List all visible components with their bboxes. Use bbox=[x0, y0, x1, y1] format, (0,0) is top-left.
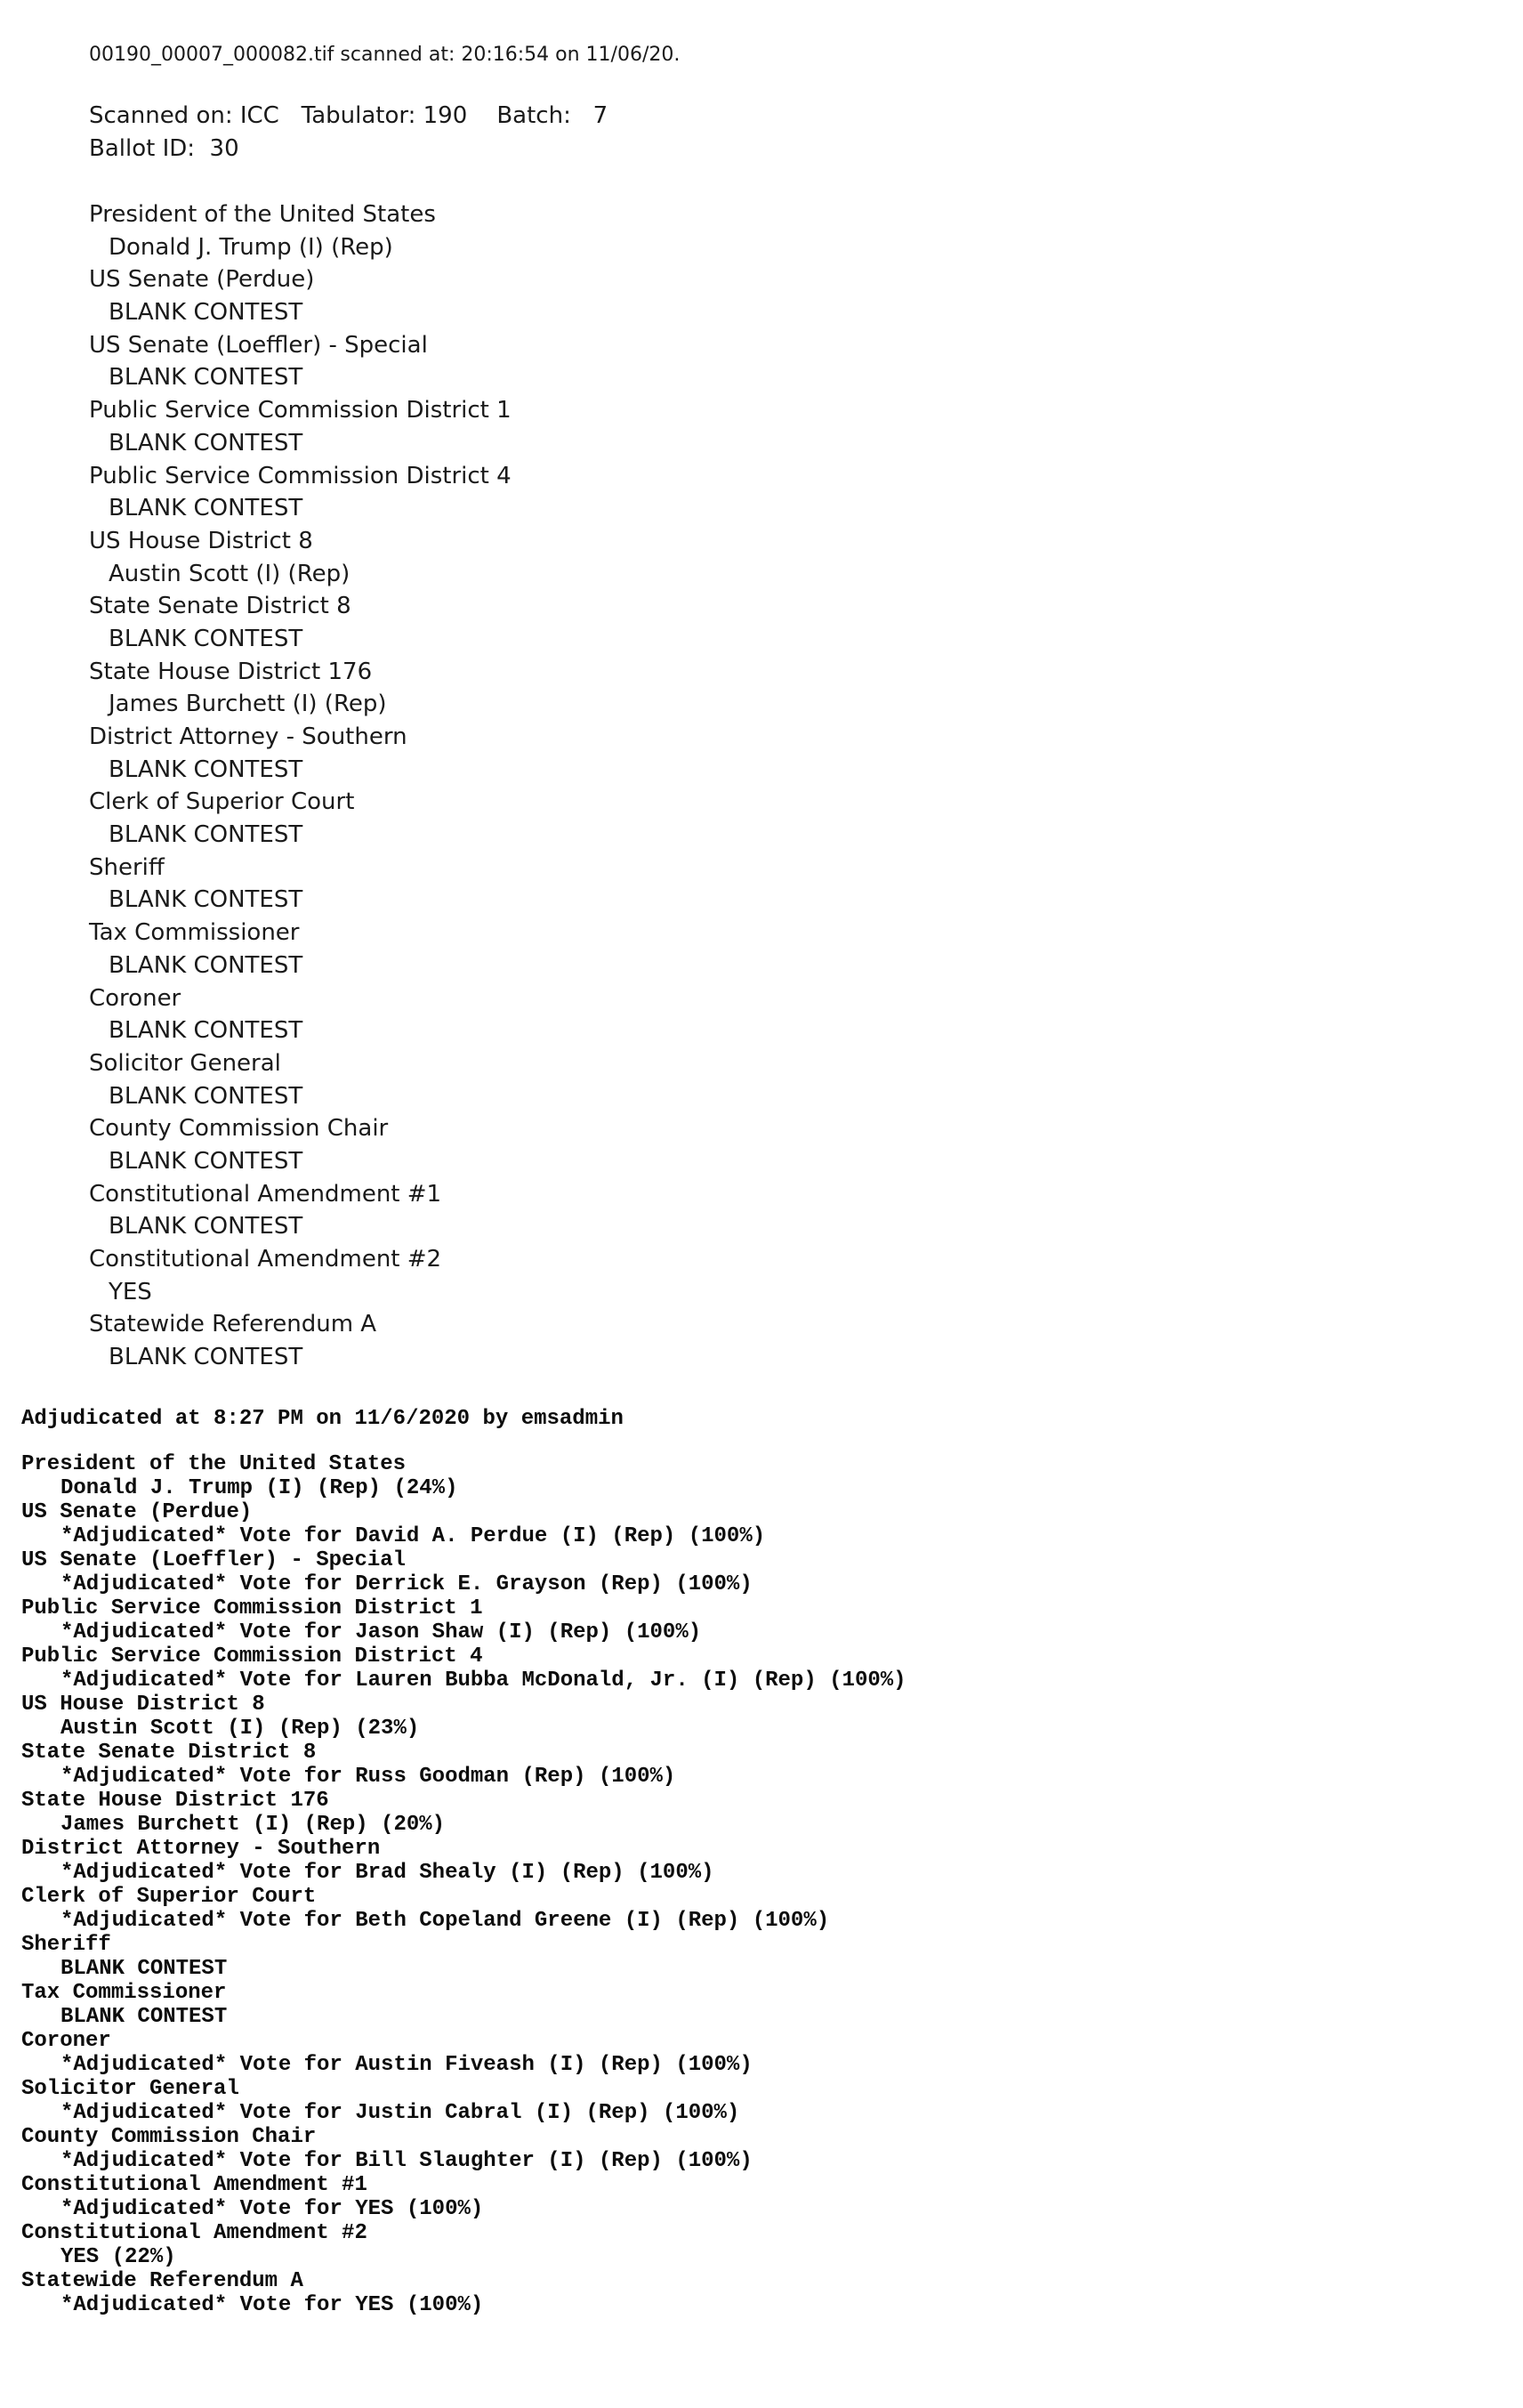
adjudication-contest-title: Public Service Commission District 4 bbox=[21, 1644, 483, 1669]
scan-contest-title: Statewide Referendum A bbox=[89, 1311, 377, 1338]
scan-contest-choice: BLANK CONTEST bbox=[109, 625, 303, 652]
scan-contest-choice: Austin Scott (I) (Rep) bbox=[109, 560, 351, 587]
scan-contest-title: US House District 8 bbox=[89, 527, 313, 554]
adjudication-contest-list bbox=[21, 1452, 1489, 2317]
adjudication-contest-title: Solicitor General bbox=[21, 2077, 239, 2101]
ballot-id-line: Ballot ID: 30 bbox=[89, 135, 239, 162]
scan-contest-title: US Senate (Perdue) bbox=[89, 266, 315, 294]
adjudication-contest-choice: *Adjudicated* Vote for David A. Perdue (I) (Rep) (100%) bbox=[60, 1524, 766, 1548]
scan-contest-choice: BLANK CONTEST bbox=[109, 429, 303, 457]
scan-contest-choice: BLANK CONTEST bbox=[109, 1147, 303, 1175]
scan-contest-title: US Senate (Loeffler) - Special bbox=[89, 331, 428, 359]
adjudication-contest-title: US Senate (Perdue) bbox=[21, 1500, 253, 1524]
scan-contest-choice: BLANK CONTEST bbox=[109, 1344, 303, 1371]
adjudication-contest-choice: *Adjudicated* Vote for Bill Slaughter (I) (Rep) (100%) bbox=[60, 2149, 753, 2173]
adjudication-contest-title: US Senate (Loeffler) - Special bbox=[21, 1548, 407, 1572]
adjudication-contest-choice: *Adjudicated* Vote for YES (100%) bbox=[60, 2197, 484, 2221]
scan-contest-list bbox=[89, 198, 1423, 1374]
scan-contest-title: County Commission Chair bbox=[89, 1115, 389, 1143]
adjudication-contest-choice: *Adjudicated* Vote for Derrick E. Grayson (Rep) (100%) bbox=[60, 1572, 753, 1596]
adjudication-contest-title: District Attorney - Southern bbox=[21, 1837, 381, 1861]
scan-contest-title: Constitutional Amendment #1 bbox=[89, 1180, 442, 1208]
scan-contest-choice: BLANK CONTEST bbox=[109, 364, 303, 392]
scan-contest-title: Public Service Commission District 1 bbox=[89, 397, 512, 424]
scan-contest-choice: BLANK CONTEST bbox=[109, 756, 303, 783]
adjudication-contest-choice: *Adjudicated* Vote for Lauren Bubba McDonald, Jr. (I) (Rep) (100%) bbox=[60, 1669, 907, 1693]
scan-meta bbox=[89, 100, 1423, 166]
file-scan-line: 00190_00007_000082.tif scanned at: 20:16:54 on 11/06/20. bbox=[89, 44, 681, 66]
adjudication-contest-title: Public Service Commission District 1 bbox=[21, 1596, 483, 1620]
adjudication-contest-title: President of the United States bbox=[21, 1452, 407, 1476]
scan-contest-title: Tax Commissioner bbox=[89, 919, 300, 947]
adjudication-contest-title: County Commission Chair bbox=[21, 2125, 317, 2149]
scan-contest-choice: Donald J. Trump (I) (Rep) bbox=[109, 233, 393, 261]
scan-contest-choice: BLANK CONTEST bbox=[109, 886, 303, 914]
adjudication-contest-choice: *Adjudicated* Vote for Jason Shaw (I) (Rep) (100%) bbox=[60, 1620, 702, 1644]
scan-contest-title: State House District 176 bbox=[89, 658, 373, 685]
adjudication-contest-title: Statewide Referendum A bbox=[21, 2269, 303, 2293]
scan-contest-title: Coroner bbox=[89, 984, 181, 1012]
scan-contest-title: State Senate District 8 bbox=[89, 593, 351, 620]
adjudication-contest-choice: *Adjudicated* Vote for Austin Fiveash (I) (Rep) (100%) bbox=[60, 2053, 753, 2077]
adjudication-contest-title: Tax Commissioner bbox=[21, 1981, 227, 2005]
scan-contest-title: District Attorney - Southern bbox=[89, 723, 407, 750]
scan-contest-choice: BLANK CONTEST bbox=[109, 1017, 303, 1045]
adjudication-contest-choice: *Adjudicated* Vote for Brad Shealy (I) (Rep) (100%) bbox=[60, 1861, 714, 1885]
adjudication-contest-title: Constitutional Amendment #2 bbox=[21, 2221, 367, 2245]
adjudication-contest-title: Constitutional Amendment #1 bbox=[21, 2173, 367, 2197]
adjudication-contest-title: Clerk of Superior Court bbox=[21, 1885, 317, 1909]
scan-contest-choice: BLANK CONTEST bbox=[109, 495, 303, 522]
scan-contest-title: Clerk of Superior Court bbox=[89, 788, 355, 816]
scan-contest-choice: BLANK CONTEST bbox=[109, 1213, 303, 1240]
scan-contest-choice: BLANK CONTEST bbox=[109, 1082, 303, 1110]
scan-contest-choice: BLANK CONTEST bbox=[109, 951, 303, 979]
scan-contest-title: Constitutional Amendment #2 bbox=[89, 1246, 442, 1273]
adjudication-contest-choice: *Adjudicated* Vote for Russ Goodman (Rep) (100%) bbox=[60, 1765, 676, 1789]
adjudication-contest-choice: James Burchett (I) (Rep) (20%) bbox=[60, 1813, 446, 1837]
adjudication-contest-choice: Donald J. Trump (I) (Rep) (24%) bbox=[60, 1476, 458, 1500]
scan-contest-choice: James Burchett (I) (Rep) bbox=[109, 691, 387, 718]
scan-record bbox=[89, 39, 1423, 1374]
scan-contest-choice: YES bbox=[109, 1278, 152, 1305]
adjudication-contest-choice: *Adjudicated* Vote for YES (100%) bbox=[60, 2293, 484, 2317]
scan-contest-title: Public Service Commission District 4 bbox=[89, 462, 512, 489]
scan-contest-title: Sheriff bbox=[89, 853, 165, 881]
adjudication-contest-title: US House District 8 bbox=[21, 1693, 265, 1717]
adjudication-contest-choice: BLANK CONTEST bbox=[60, 2005, 228, 2029]
adjudication-header: Adjudicated at 8:27 PM on 11/6/2020 by emsadmin bbox=[21, 1407, 624, 1431]
scan-contest-choice: BLANK CONTEST bbox=[109, 299, 303, 327]
adjudication-contest-title: Sheriff bbox=[21, 1933, 111, 1957]
adjudication-contest-title: Coroner bbox=[21, 2029, 111, 2053]
scan-contest-title: President of the United States bbox=[89, 201, 436, 228]
adjudication-contest-title: State Senate District 8 bbox=[21, 1741, 317, 1765]
scan-contest-title: Solicitor General bbox=[89, 1049, 281, 1077]
adjudication-contest-choice: BLANK CONTEST bbox=[60, 1957, 228, 1981]
adjudication-contest-choice: *Adjudicated* Vote for Beth Copeland Greene (I) (Rep) (100%) bbox=[60, 1909, 830, 1933]
adjudication-record bbox=[21, 1404, 1489, 2317]
adjudication-contest-choice: YES (22%) bbox=[60, 2245, 176, 2269]
adjudication-contest-title: State House District 176 bbox=[21, 1789, 329, 1813]
adjudication-contest-choice: Austin Scott (I) (Rep) (23%) bbox=[60, 1717, 420, 1741]
adjudication-contest-choice: *Adjudicated* Vote for Justin Cabral (I) (Rep) (100%) bbox=[60, 2101, 740, 2125]
scan-contest-choice: BLANK CONTEST bbox=[109, 821, 303, 849]
scanned-on-line: Scanned on: ICC Tabulator: 190 Batch: 7 bbox=[89, 102, 608, 129]
